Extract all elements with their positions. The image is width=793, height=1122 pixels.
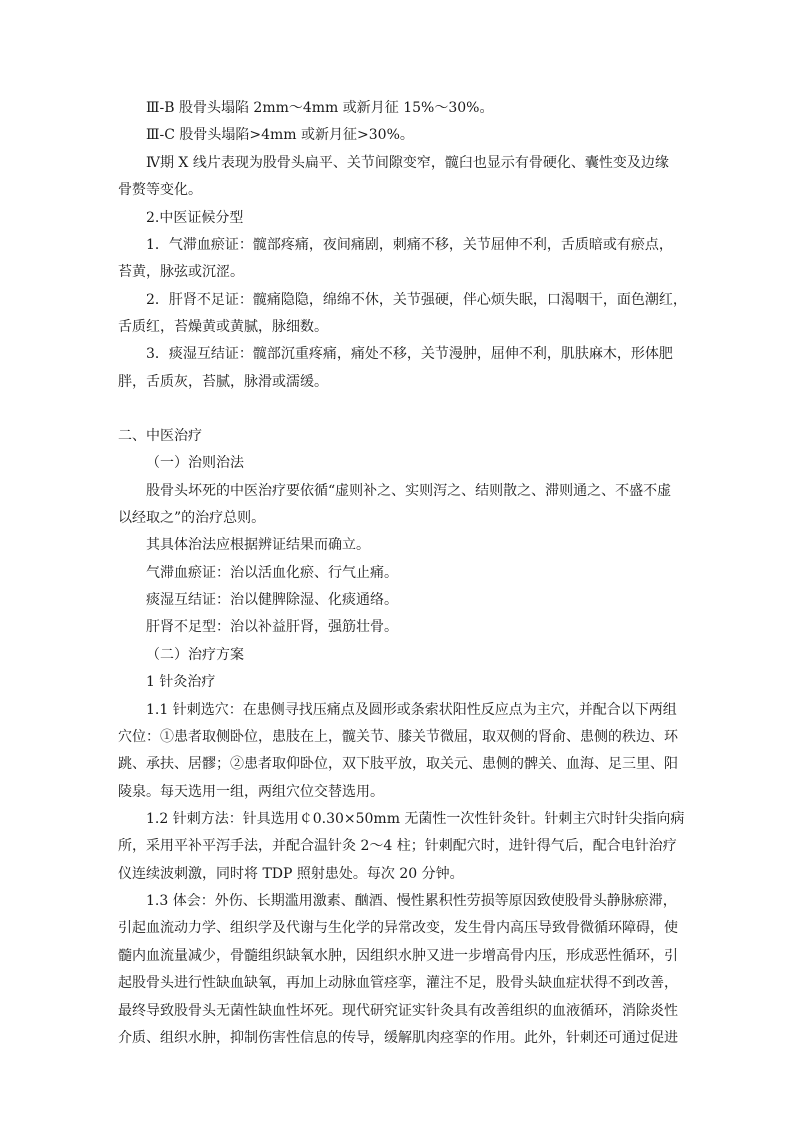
text-line: 髓内血流量减少，骨髓组织缺氧水肿，因组织水肿又进一步增高骨内压，形成恶性循环，引	[118, 948, 678, 964]
subsection-heading: （二）治疗方案	[146, 647, 244, 663]
text-line: 介质、组织水肿，抑制伤害性信息的传导，缓解肌肉痉挛的作用。此外，针刺还可通过促进	[118, 1030, 678, 1046]
text-line: 胖，舌质灰，苔腻，脉滑或濡缓。	[118, 374, 328, 390]
text-line: 以经取之”的治疗总则。	[118, 510, 266, 526]
text-line: 1.3 体会：外伤、长期滥用激素、酗酒、慢性累积性劳损等原因致使股骨头静脉瘀滞，	[146, 893, 677, 909]
text-line: 苔黄，脉弦或沉涩。	[118, 264, 244, 280]
text-line: 舌质红，苔燥黄或黄腻，脉细数。	[118, 319, 328, 335]
text-line: 陵泉。每天选用一组，两组穴位交替选用。	[118, 784, 384, 800]
section-heading: 二、中医治疗	[118, 428, 202, 444]
text-line: 气滞血瘀证：治以活血化瘀、行气止痛。	[146, 565, 398, 581]
text-line: 引起血流动力学、组织学及代谢与生化学的异常改变，发生骨内高压导致骨微循环障碍，使	[118, 920, 678, 936]
subsection-heading: 1 针灸治疗	[146, 674, 216, 690]
text-line: 跳、承扶、居髎；②患者取仰卧位，双下肢平放，取关元、患侧的髀关、血海、足三里、阳	[118, 756, 678, 772]
text-line: Ⅲ-B 股骨头塌陷 2mm～4mm 或新月征 15%～30%。	[146, 100, 494, 116]
text-line: 穴位：①患者取侧卧位，患肢在上，髋关节、膝关节微屈，取双侧的肾俞、患侧的秩边、环	[118, 729, 678, 745]
text-line: Ⅳ期 X 线片表现为股骨头扁平、关节间隙变窄，髋臼也显示有骨硬化、囊性变及边缘	[146, 155, 669, 171]
text-line: 起股骨头进行性缺血缺氧，再加上动脉血管痉挛，灌注不足，股骨头缺血症状得不到改善，	[118, 975, 678, 991]
text-line: 股骨头坏死的中医治疗要依循“虚则补之、实则泻之、结则散之、滞则通之、不盛不虚	[146, 483, 672, 499]
text-line: 2．肝肾不足证：髋痛隐隐，绵绵不休，关节强硬，伴心烦失眠，口渴咽干，面色潮红，	[146, 292, 687, 308]
text-line: 1．气滞血瘀证：髋部疼痛，夜间痛剧，刺痛不移，关节屈伸不利，舌质暗或有瘀点，	[146, 237, 673, 253]
subsection-heading: （一）治则治法	[146, 455, 244, 471]
text-line: 其具体治法应根据辨证结果而确立。	[146, 537, 370, 553]
text-line: 肝肾不足型：治以补益肝肾，强筋壮骨。	[146, 619, 398, 635]
text-line: 痰湿互结证：治以健脾除湿、化痰通络。	[146, 592, 398, 608]
subsection-heading: 2.中医证候分型	[146, 210, 244, 226]
text-line: 1.1 针刺选穴：在患侧寻找压痛点及圆形或条索状阳性反应点为主穴，并配合以下两组	[146, 702, 677, 718]
text-line: 1.2 针刺方法：针具选用￠0.30×50mm 无菌性一次性针灸针。针刺主穴时针尖指向病	[146, 811, 685, 827]
text-line: 3．痰湿互结证：髋部沉重疼痛，痛处不移，关节漫肿，屈伸不利，肌肤麻木，形体肥	[146, 346, 673, 362]
text-line: 仪连续波刺激，同时将 TDP 照射患处。每次 20 分钟。	[118, 866, 464, 882]
text-line: 最终导致股骨头无菌性缺血性坏死。现代研究证实针灸具有改善组织的血液循环，消除炎性	[118, 1003, 678, 1019]
text-line: Ⅲ-C 股骨头塌陷>4mm 或新月征>30%。	[146, 127, 414, 143]
text-line: 所，采用平补平泻手法，并配合温针灸 2～4 柱；针刺配穴时，进针得气后，配合电针治疗	[118, 838, 677, 854]
text-line: 骨赘等变化。	[118, 182, 202, 198]
